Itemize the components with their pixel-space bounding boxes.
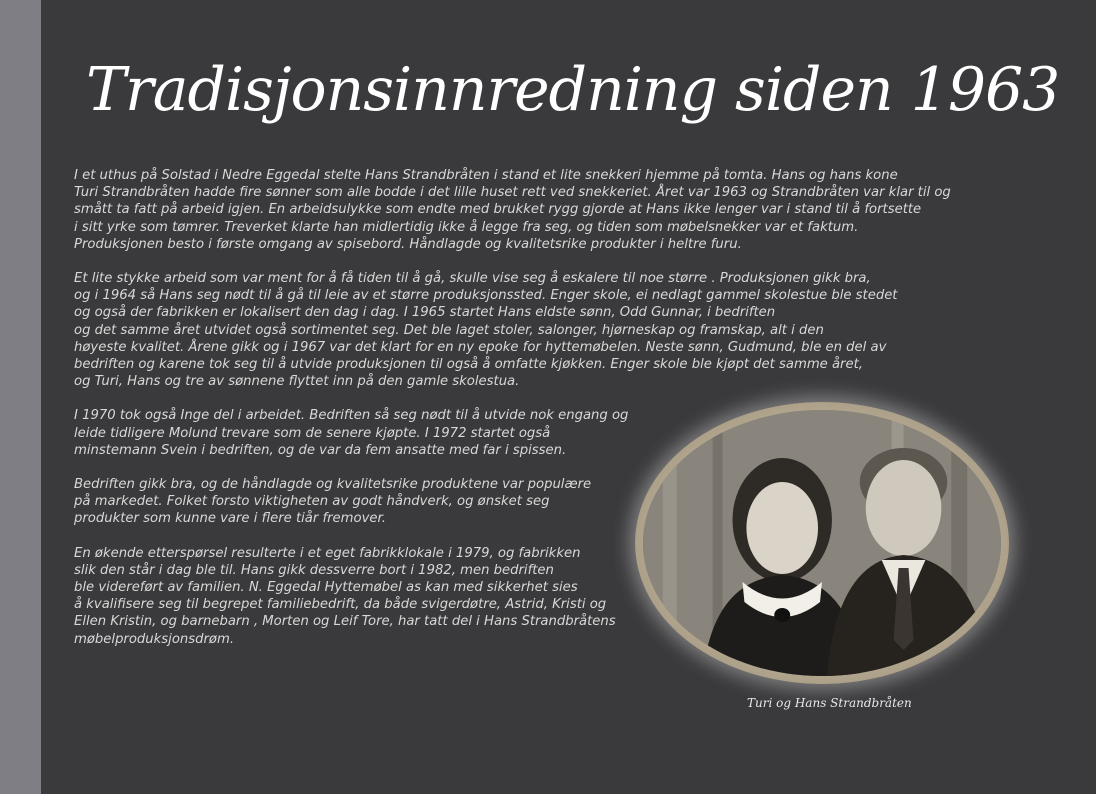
- paragraph-1: I et uthus på Solstad i Nedre Eggedal stelte Hans Strandbråten i stand et lite snekkeri hjemme på tomta. Hans og hans kone Turi Strandbråten hadde fire sønner som alle bodde i det lille huset rett ved snekkeriet. Året var 1963 og Strandbråten var klar til og smått ta fatt på arbeid igjen. En arbeidsulykke som endte med brukket rygg gjorde at Hans ikke lenger var i stand til å fortsette i sitt yrke som tømrer. Treverket klarte han midlertidig ikke å legge fra seg, og tiden som møbelsnekker var et faktum. Produksjonen besto i første omgang av spisebord. Håndlagde og kvalitetsrike produkter i heltre furu.: [74, 168, 951, 252]
- page-title: Tradisjonsinnredning siden 1963: [86, 55, 1060, 125]
- paragraph-2: Et lite stykke arbeid som var ment for å få tiden til å gå, skulle vise seg å eskalere til noe større . Produksjonen gikk bra, og i 1964 så Hans seg nødt til å gå til leie av et større produksjonssted. Enger skole, ei nedlagt gammel skolestue ble stedet og også der fabrikken er lokalisert den dag i dag. I 1965 startet Hans eldste sønn, Odd Gunnar, i bedriften og det samme året utvidet også sortimentet seg. Det ble laget stoler, salonger, hjørneskap og framskap, alt i den høyeste kvalitet. Årene gikk og i 1967 var det klart for en ny epoke for hyttemøbelen. Neste sønn, Gudmund, ble en del av bedriften og karene tok seg til å utvide produksjonen til også å omfatte kjøkken. Enger skole ble kjøpt det samme året, og Turi, Hans og tre av sønnene flyttet inn på den gamle skolestua.: [74, 271, 898, 390]
- paragraph-3: I 1970 tok også Inge del i arbeidet. Bedriften så seg nødt til å utvide nok engang og leide tidligere Molund trevare som de senere kjøpte. I 1972 startet også minstemann Svein i bedriften, og de var da fem ansatte med far i spissen.: [74, 408, 629, 458]
- portrait-photo: [643, 410, 1001, 676]
- portrait-illustration: [643, 410, 1001, 676]
- photo-caption: Turi og Hans Strandbråten: [747, 696, 912, 710]
- paragraph-4: Bedriften gikk bra, og de håndlagde og kvalitetsrike produktene var populære på markedet. Folket forsto viktigheten av godt håndverk, og ønsket seg produkter som kunne vare i flere tiår fremover.: [74, 477, 592, 527]
- paragraph-5: En økende etterspørsel resulterte i et eget fabrikklokale i 1979, og fabrikken slik den står i dag ble til. Hans gikk dessverre bort i 1982, men bedriften ble videreført av familien. N. Eggedal Hyttemøbel as kan med sikkerhet sies å kvalifisere seg til begrepet familiebedrift, da både svigerdøtre, Astrid, Kristi og Ellen Kristin, og barnebarn , Morten og Leif Tore, har tatt del i Hans Strandbråtens møbelproduksjonsdrøm.: [74, 545, 616, 647]
- page: [41, 0, 1096, 794]
- side-bar: [0, 0, 41, 794]
- photo-frame: [635, 402, 1009, 684]
